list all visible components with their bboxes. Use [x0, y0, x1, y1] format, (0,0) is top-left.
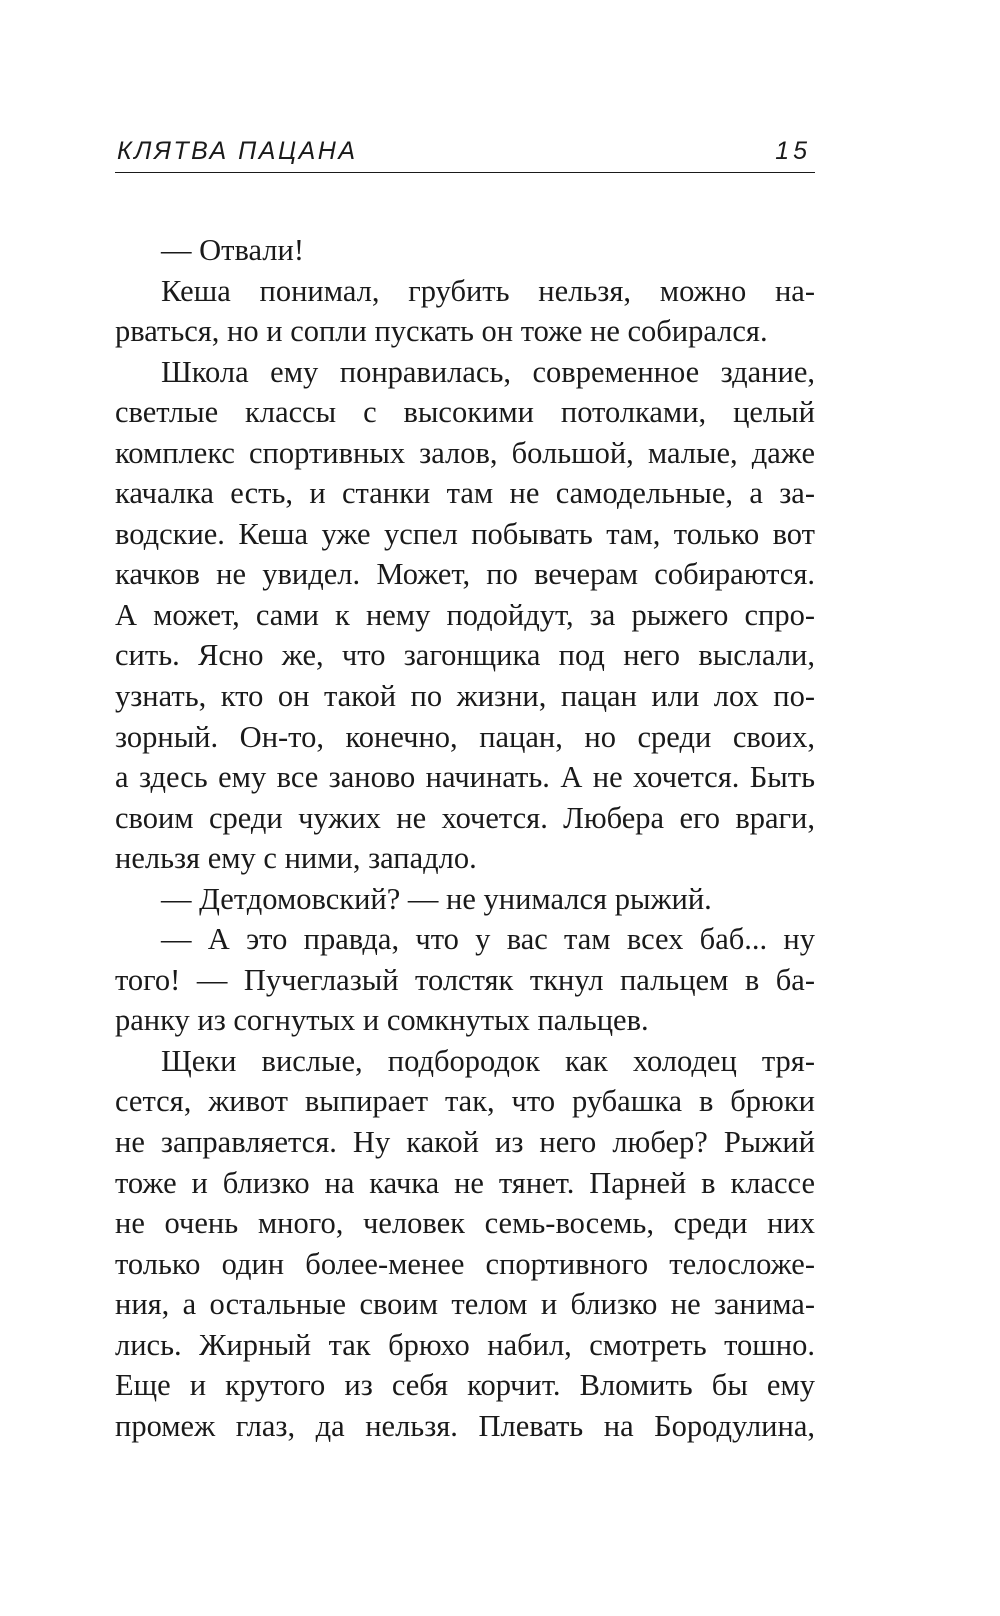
text-line-dialogue: — Детдомовский? — не унимался рыжий. [161, 881, 712, 916]
text-line: Еще и крутого из себя корчит. Вломить бы ему [115, 1368, 815, 1403]
text-line-dialogue: — А это правда, что у вас там всех баб... ну [161, 922, 815, 957]
text-line: своим среди чужих не хочется. Любера его враги, [115, 800, 815, 835]
text-line: зорный. Он-то, конечно, пацан, но среди своих, [115, 719, 815, 754]
text-line: сить. Ясно же, что загонщика под него выслали, [115, 638, 815, 673]
body-text [115, 230, 815, 1446]
text-line: сется, живот выпирает так, что рубашка в брюки [115, 1084, 815, 1119]
text-line: водские. Кеша уже успел побывать там, только вот [115, 516, 815, 551]
text-line-paragraph-end: ранку из согнутых и сомкнутых пальцев. [115, 1003, 649, 1038]
text-line: только один более-менее спортивного телосложе- [115, 1246, 815, 1281]
text-line-paragraph-start: Кеша понимал, грубить нельзя, можно на- [161, 273, 815, 308]
text-line-paragraph-start: Школа ему понравилась, современное здание, [161, 354, 815, 389]
running-header [115, 128, 815, 173]
text-line: не очень много, человек семь-восемь, среди них [115, 1206, 815, 1241]
book-title: КЛЯТВА ПАЦАНА [117, 137, 358, 165]
text-line-paragraph-end: рваться, но и сопли пускать он тоже не собирался. [115, 314, 768, 349]
page-number: 15 [775, 137, 811, 165]
text-line: узнать, кто он такой по жизни, пацан или лох по- [115, 679, 815, 714]
text-line: светлые классы с высокими потолками, целый [115, 395, 815, 430]
text-line: ния, а остальные своим телом и близко не занима- [115, 1287, 815, 1322]
text-line: а здесь ему все заново начинать. А не хочется. Быть [115, 760, 815, 795]
text-line-paragraph-end: нельзя ему с ними, западло. [115, 841, 477, 876]
text-line: того! — Пучеглазый толстяк ткнул пальцем в ба- [115, 962, 815, 997]
text-line-paragraph-start: Щеки вислые, подбородок как холодец тря- [161, 1043, 815, 1078]
text-line: качалка есть, и станки там не самодельные, а за- [115, 476, 815, 511]
text-line: тоже и близко на качка не тянет. Парней в классе [115, 1165, 815, 1200]
text-line: комплекс спортивных залов, большой, малые, даже [115, 435, 815, 470]
text-line-dialogue: — Отвали! [161, 233, 304, 267]
text-line: не заправляется. Ну какой из него любер? Рыжий [115, 1125, 815, 1160]
text-line: качков не увидел. Может, по вечерам собираются. [115, 557, 815, 592]
text-line: лись. Жирный так брюхо набил, смотреть тошно. [115, 1327, 815, 1362]
text-line: А может, сами к нему подойдут, за рыжего спро- [115, 597, 815, 632]
text-line: промеж глаз, да нельзя. Плевать на Бородулина, [115, 1408, 815, 1443]
